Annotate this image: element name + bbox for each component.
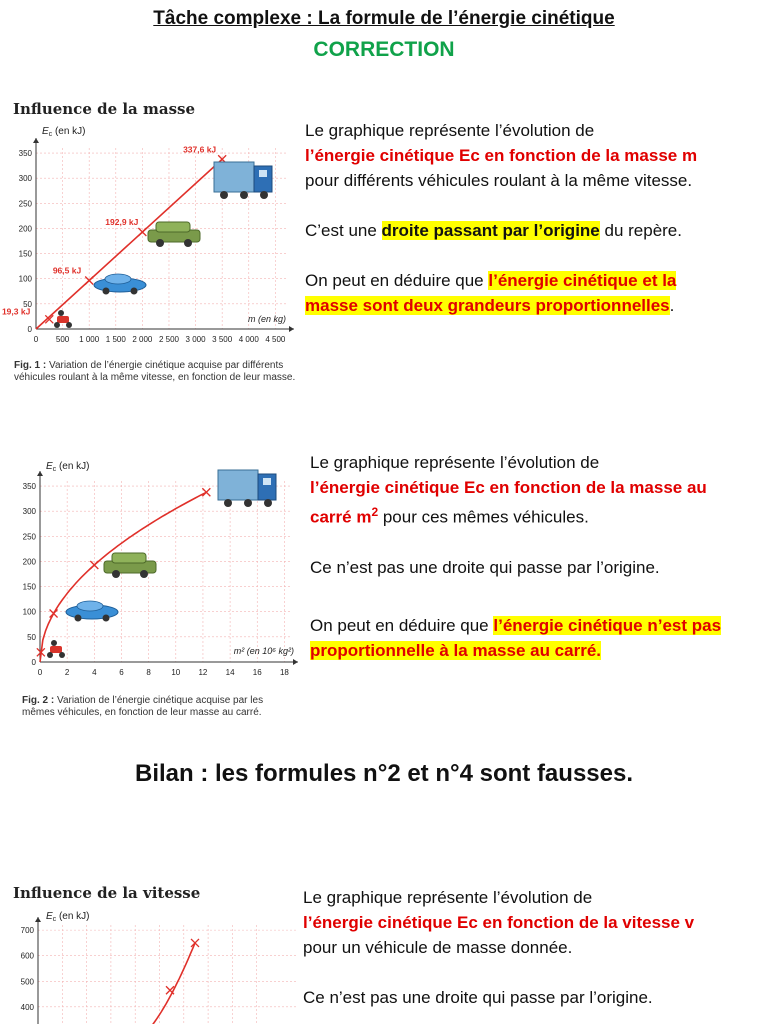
car-wheel bbox=[131, 288, 138, 295]
scooter-wheel bbox=[54, 322, 60, 328]
x-tick-label: 10 bbox=[171, 668, 181, 677]
scooter-rider bbox=[51, 640, 57, 646]
y-tick-label: 400 bbox=[20, 1002, 34, 1012]
highlight: l’énergie cinétique n’est pas bbox=[493, 615, 722, 635]
paragraph-emphasis: l’énergie cinétique Ec en fonction de la vitesse v bbox=[303, 913, 695, 932]
caption-label: Fig. 1 : bbox=[14, 360, 47, 371]
x-tick-label: 3 000 bbox=[185, 335, 206, 344]
x-tick-label: 8 bbox=[146, 668, 151, 677]
superscript: 2 bbox=[371, 505, 379, 519]
truck-wheel bbox=[224, 499, 232, 507]
section-1-text bbox=[305, 118, 765, 318]
figure-2-caption bbox=[22, 695, 292, 719]
x-tick-label: 1 500 bbox=[105, 335, 126, 344]
car-wheel bbox=[103, 615, 110, 622]
y-tick-label: 150 bbox=[18, 249, 32, 259]
figure-3-title: Influence de la vitesse bbox=[13, 884, 201, 902]
car-roof bbox=[105, 274, 131, 284]
truck-cab bbox=[254, 166, 272, 192]
suv-wheel bbox=[156, 239, 164, 247]
scooter-icon bbox=[57, 316, 69, 323]
y-tick-label: 150 bbox=[22, 582, 36, 592]
suv-wheel bbox=[112, 570, 120, 578]
x-tick-label: 6 bbox=[119, 668, 124, 677]
x-tick-label: 2 500 bbox=[158, 335, 179, 344]
caption-text: Variation de l’énergie cinétique acquise par différents véhicules roulant à la même vitesse, en fonction de leur masse. bbox=[14, 360, 296, 383]
y-tick-label: 0 bbox=[27, 325, 32, 334]
truck-wheel bbox=[220, 191, 228, 199]
paragraph: Le graphique représente l’évolution de bbox=[303, 888, 593, 907]
paragraph: Ce n’est pas une droite qui passe par l’origine. bbox=[303, 988, 653, 1007]
scooter-icon bbox=[50, 646, 62, 653]
paragraph: Ce n’est pas une droite qui passe par l’origine. bbox=[310, 557, 660, 577]
paragraph: pour un véhicule de masse donnée. bbox=[303, 938, 573, 957]
scooter-rider bbox=[58, 310, 64, 316]
truck-wheel bbox=[240, 191, 248, 199]
y-axis-label: $E_c$ (en kJ) bbox=[42, 126, 86, 138]
y-tick-label: 600 bbox=[20, 951, 34, 961]
x-tick-label: 14 bbox=[225, 668, 235, 677]
y-axis-label: $E_c$ (en kJ) bbox=[46, 461, 90, 473]
truck-window bbox=[259, 170, 267, 177]
x-tick-label: 4 500 bbox=[265, 335, 286, 344]
paragraph-line bbox=[305, 218, 765, 243]
figure-1-chart bbox=[1, 122, 304, 354]
paragraph-emphasis: l’énergie cinétique Ec en fonction de la masse m bbox=[305, 146, 698, 165]
x-tick-label: 4 000 bbox=[238, 335, 259, 344]
y-axis-label: $E_c$ (en kJ) bbox=[46, 911, 90, 923]
data-label: 337,6 kJ bbox=[183, 144, 217, 155]
text: On peut en déduire que bbox=[305, 271, 489, 290]
paragraph-emphasis: l’énergie cinétique Ec en fonction de la masse au bbox=[310, 478, 707, 497]
scooter-wheel bbox=[66, 322, 72, 328]
y-tick-label: 200 bbox=[18, 224, 32, 234]
caption-label: Fig. 2 : bbox=[22, 695, 55, 706]
paragraph-line bbox=[305, 268, 765, 293]
x-tick-label: 500 bbox=[55, 335, 70, 344]
paragraph: pour différents véhicules roulant à la même vitesse. bbox=[305, 171, 693, 190]
y-tick-label: 500 bbox=[20, 977, 34, 987]
figure-1-title: Influence de la masse bbox=[13, 100, 195, 118]
y-tick-label: 350 bbox=[18, 149, 32, 159]
highlight: masse sont deux grandeurs proportionnelles bbox=[305, 296, 670, 315]
section-2-text bbox=[310, 450, 766, 663]
figure-1-caption bbox=[14, 360, 304, 384]
y-tick-label: 200 bbox=[22, 557, 36, 567]
y-tick-label: 50 bbox=[27, 632, 36, 642]
page-subtitle: CORRECTION bbox=[313, 38, 455, 61]
data-label: 96,5 kJ bbox=[52, 265, 82, 276]
x-tick-label: 4 bbox=[92, 668, 97, 677]
car-wheel bbox=[75, 615, 82, 622]
data-label: 19,3 kJ bbox=[1, 306, 31, 317]
truck-window bbox=[263, 478, 271, 485]
highlight: proportionnelle à la masse au carré. bbox=[310, 640, 602, 660]
suv-roof bbox=[156, 222, 190, 232]
x-tick-label: 18 bbox=[279, 668, 289, 677]
truck-wheel bbox=[264, 499, 272, 507]
text: . bbox=[669, 296, 675, 315]
x-tick-label: 2 000 bbox=[132, 335, 153, 344]
caption-text: Variation de l’énergie cinétique acquise par les mêmes véhicules, en fonction de leur masse au carré. bbox=[22, 695, 264, 718]
bilan-statement: Bilan : les formules n°2 et n°4 sont fausses. bbox=[135, 760, 633, 787]
y-tick-label: 300 bbox=[18, 174, 32, 184]
paragraph: Le graphique représente l’évolution de bbox=[305, 121, 595, 140]
y-tick-label: 100 bbox=[22, 607, 36, 617]
data-label: 192,9 kJ bbox=[105, 217, 139, 228]
y-tick-label: 300 bbox=[22, 507, 36, 517]
y-tick-label: 250 bbox=[18, 199, 32, 209]
highlight: droite passant par l’origine bbox=[381, 221, 600, 240]
x-tick-label: 0 bbox=[33, 335, 39, 344]
x-tick-label: 0 bbox=[37, 668, 43, 677]
x-axis-label: m (en kg) bbox=[247, 314, 286, 324]
car-wheel bbox=[103, 288, 110, 295]
truck-wheel bbox=[260, 191, 268, 199]
car-roof bbox=[77, 601, 103, 611]
text: C’est une bbox=[305, 221, 382, 240]
y-tick-label: 0 bbox=[31, 658, 36, 667]
paragraph-line bbox=[305, 293, 765, 318]
x-tick-label: 2 bbox=[64, 668, 70, 677]
x-tick-label: 3 500 bbox=[212, 335, 233, 344]
text: On peut en déduire que bbox=[310, 615, 494, 635]
x-tick-label: 16 bbox=[252, 668, 262, 677]
x-tick-label: 1 000 bbox=[79, 335, 100, 344]
truck-cab bbox=[258, 474, 276, 500]
section-3-text bbox=[303, 885, 763, 1010]
page-title: Tâche complexe : La formule de l’énergie cinétique bbox=[153, 8, 615, 29]
y-tick-label: 100 bbox=[18, 274, 32, 284]
paragraph: Le graphique représente l’évolution de bbox=[310, 453, 600, 472]
highlight: l’énergie cinétique et la bbox=[488, 271, 677, 290]
x-tick-label: 12 bbox=[198, 668, 208, 677]
paragraph-line bbox=[310, 613, 766, 638]
y-tick-label: 250 bbox=[22, 532, 36, 542]
scooter-wheel bbox=[59, 652, 65, 658]
scooter-wheel bbox=[47, 652, 53, 658]
figure-2-chart bbox=[8, 455, 304, 687]
paragraph-line bbox=[310, 638, 766, 663]
paragraph-line bbox=[310, 500, 766, 530]
truck-icon bbox=[214, 162, 254, 192]
x-axis-label: m² (en 10⁶ kg²) bbox=[233, 646, 294, 656]
suv-roof bbox=[112, 553, 146, 563]
text: pour ces mêmes véhicules. bbox=[378, 507, 589, 527]
suv-wheel bbox=[140, 570, 148, 578]
truck-icon bbox=[218, 470, 258, 500]
figure-3-chart bbox=[8, 905, 304, 1024]
truck-wheel bbox=[244, 499, 252, 507]
y-tick-label: 50 bbox=[23, 299, 32, 309]
text: carré m bbox=[310, 507, 372, 527]
text: du repère. bbox=[599, 221, 682, 240]
y-tick-label: 700 bbox=[20, 926, 34, 936]
suv-wheel bbox=[184, 239, 192, 247]
y-tick-label: 350 bbox=[22, 482, 36, 492]
